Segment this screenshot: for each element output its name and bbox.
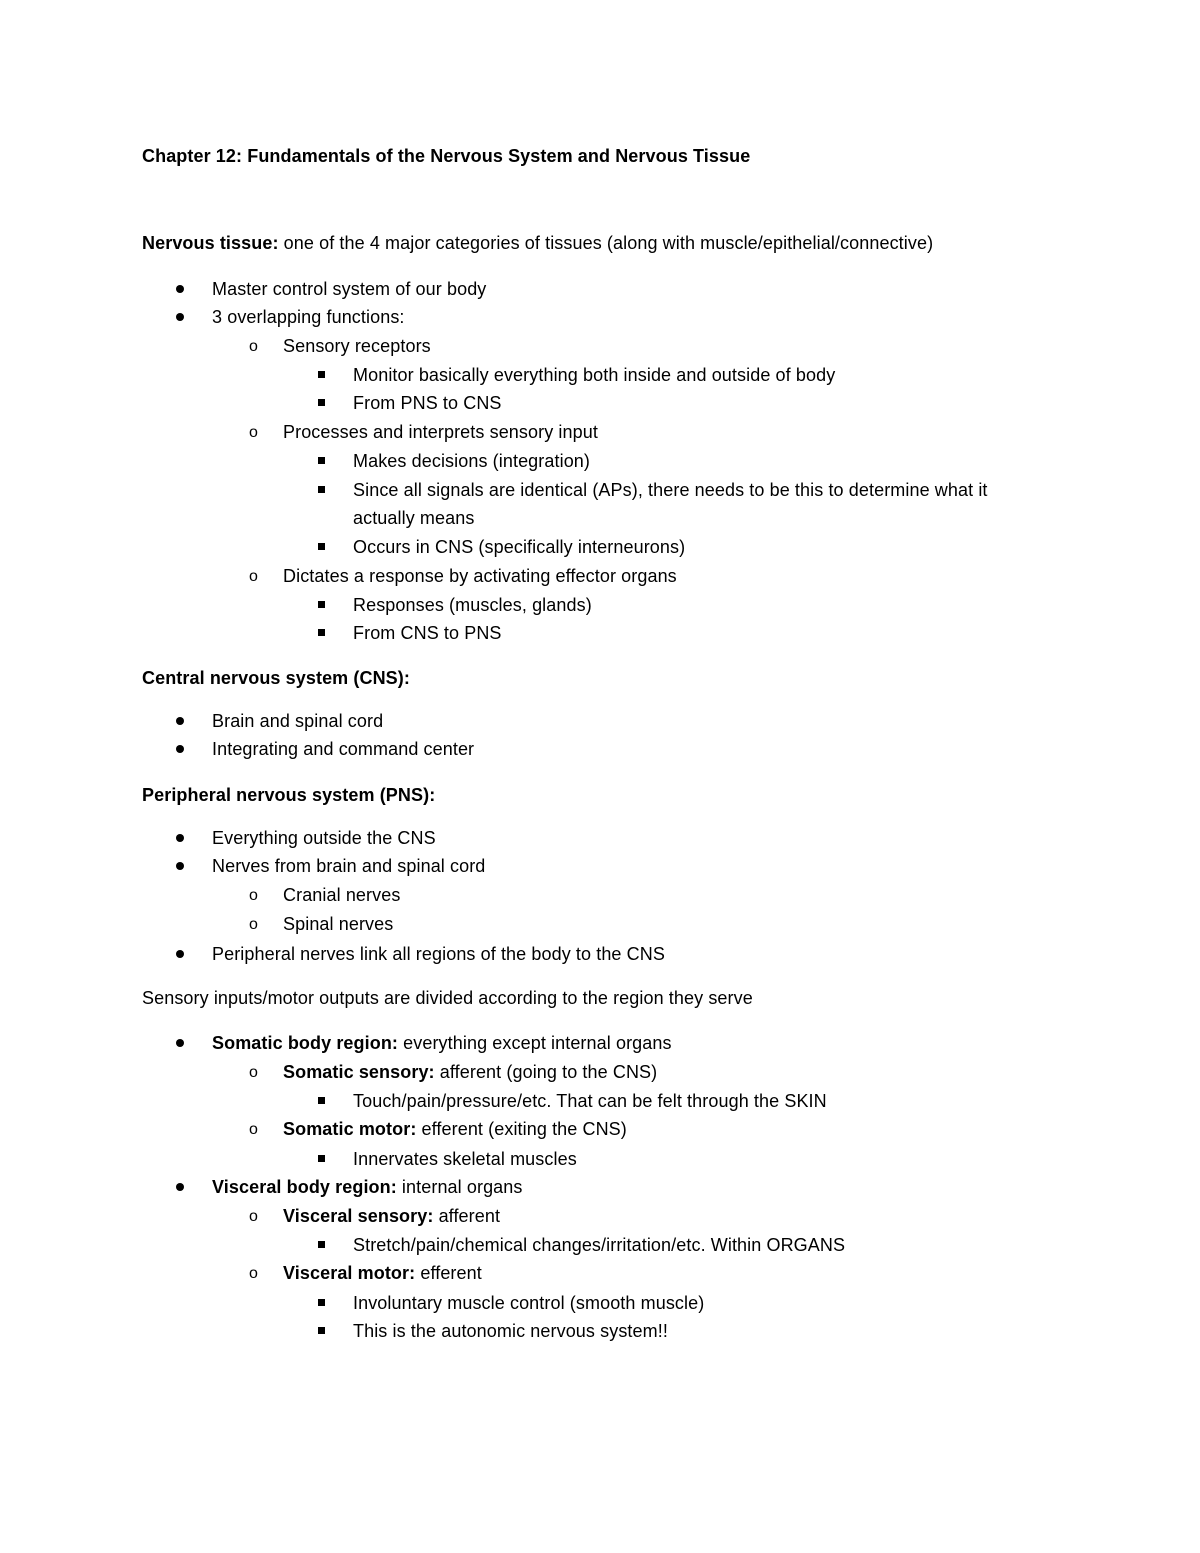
term-somatic-region: Somatic body region: — [212, 1033, 399, 1053]
list-item — [283, 1261, 482, 1285]
text-visceral-region: internal organs — [396, 1177, 523, 1197]
list-item: Sensory receptors — [283, 336, 431, 356]
text-somatic-region: everything except internal organs — [398, 1033, 672, 1053]
list-item: Peripheral nerves link all regions of the body to the CNS — [212, 944, 665, 964]
bullet-icon — [176, 285, 184, 293]
list-item: Spinal nerves — [283, 914, 394, 934]
square-bullet-icon — [318, 1327, 325, 1334]
bullet-icon — [176, 862, 184, 870]
list-item — [283, 1060, 657, 1084]
term-nervous-tissue: Nervous tissue: — [142, 233, 279, 253]
list-item — [283, 1117, 627, 1141]
section-heading-cns: Central nervous system (CNS): — [142, 668, 410, 688]
square-bullet-icon — [318, 1155, 325, 1162]
list-item: Innervates skeletal muscles — [353, 1149, 577, 1169]
term-somatic-sensory: Somatic sensory: — [283, 1062, 435, 1082]
list-item: From CNS to PNS — [353, 623, 502, 643]
term-visceral-sensory: Visceral sensory: — [283, 1206, 434, 1226]
square-bullet-icon — [318, 1241, 325, 1248]
square-bullet-icon — [318, 399, 325, 406]
list-item: Makes decisions (integration) — [353, 451, 591, 471]
list-item — [212, 1175, 523, 1199]
square-bullet-icon — [318, 486, 325, 493]
list-item: Occurs in CNS (specifically interneurons) — [353, 537, 686, 557]
list-item: Integrating and command center — [212, 739, 475, 759]
list-item-continuation: actually means — [353, 508, 475, 528]
list-item: Involuntary muscle control (smooth muscle) — [353, 1293, 705, 1313]
list-item: Touch/pain/pressure/etc. That can be felt through the SKIN — [353, 1091, 827, 1111]
square-bullet-icon — [318, 1097, 325, 1104]
nervous-tissue-definition — [142, 231, 933, 255]
circle-bullet-icon: o — [249, 887, 258, 904]
circle-bullet-icon: o — [249, 1265, 258, 1282]
bullet-icon — [176, 745, 184, 753]
square-bullet-icon — [318, 601, 325, 608]
circle-bullet-icon: o — [249, 1121, 258, 1138]
term-visceral-region: Visceral body region: — [212, 1177, 397, 1197]
square-bullet-icon — [318, 543, 325, 550]
circle-bullet-icon: o — [249, 568, 258, 585]
bullet-icon — [176, 950, 184, 958]
list-item: Monitor basically everything both inside and outside of body — [353, 365, 836, 385]
square-bullet-icon — [318, 629, 325, 636]
square-bullet-icon — [318, 371, 325, 378]
page-title: Chapter 12: Fundamentals of the Nervous System and Nervous Tissue — [142, 146, 751, 166]
paragraph-sensory-motor: Sensory inputs/motor outputs are divided according to the region they serve — [142, 988, 753, 1008]
list-item: Dictates a response by activating effector organs — [283, 566, 677, 586]
definition-nervous-tissue: one of the 4 major categories of tissues (along with muscle/epithelial/connective) — [278, 233, 934, 253]
list-item — [212, 1031, 672, 1055]
list-item: Everything outside the CNS — [212, 828, 436, 848]
square-bullet-icon — [318, 1299, 325, 1306]
list-item — [283, 1204, 500, 1228]
list-item: This is the autonomic nervous system!! — [353, 1321, 668, 1341]
list-item: Master control system of our body — [212, 279, 487, 299]
list-item: 3 overlapping functions: — [212, 307, 405, 327]
list-item: Responses (muscles, glands) — [353, 595, 592, 615]
list-item: Since all signals are identical (APs), there needs to be this to determine what it — [353, 480, 988, 500]
bullet-icon — [176, 313, 184, 321]
bullet-icon — [176, 1039, 184, 1047]
circle-bullet-icon: o — [249, 916, 258, 933]
bullet-icon — [176, 1183, 184, 1191]
bullet-icon — [176, 834, 184, 842]
list-item: Stretch/pain/chemical changes/irritation/etc. Within ORGANS — [353, 1235, 846, 1255]
list-item: Brain and spinal cord — [212, 711, 384, 731]
square-bullet-icon — [318, 457, 325, 464]
section-heading-pns: Peripheral nervous system (PNS): — [142, 785, 436, 805]
text-visceral-sensory: afferent — [433, 1206, 501, 1226]
text-somatic-sensory: afferent (going to the CNS) — [434, 1062, 658, 1082]
list-item: Processes and interprets sensory input — [283, 422, 598, 442]
list-item: Nerves from brain and spinal cord — [212, 856, 486, 876]
text-visceral-motor: efferent — [415, 1263, 482, 1283]
circle-bullet-icon: o — [249, 1208, 258, 1225]
circle-bullet-icon: o — [249, 338, 258, 355]
term-visceral-motor: Visceral motor: — [283, 1263, 416, 1283]
circle-bullet-icon: o — [249, 424, 258, 441]
bullet-icon — [176, 717, 184, 725]
circle-bullet-icon: o — [249, 1064, 258, 1081]
term-somatic-motor: Somatic motor: — [283, 1119, 417, 1139]
text-somatic-motor: efferent (exiting the CNS) — [416, 1119, 627, 1139]
list-item: From PNS to CNS — [353, 393, 502, 413]
list-item: Cranial nerves — [283, 885, 401, 905]
